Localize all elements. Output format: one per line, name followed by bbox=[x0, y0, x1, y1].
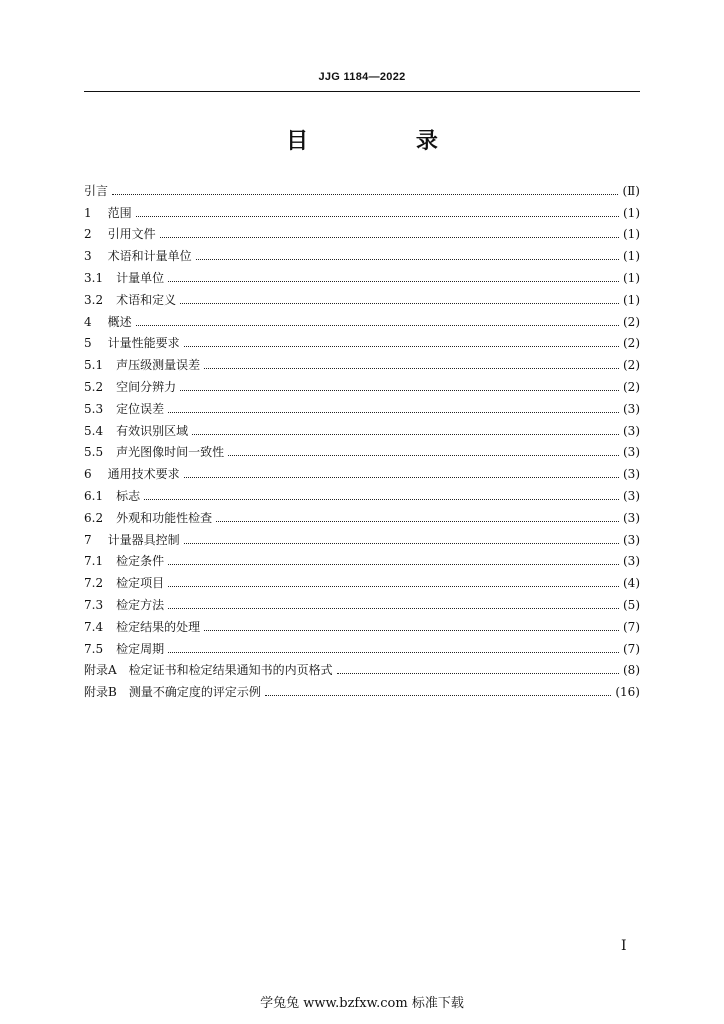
toc-dot-leader bbox=[192, 434, 619, 435]
toc-entry[interactable] bbox=[84, 221, 640, 243]
toc-dot-leader bbox=[216, 521, 619, 522]
toc-dot-leader bbox=[168, 652, 619, 653]
toc-entry-label: 引用文件 bbox=[107, 227, 156, 242]
toc-dot-leader bbox=[168, 586, 619, 587]
toc-dot-leader bbox=[136, 216, 619, 217]
toc-entry[interactable] bbox=[84, 395, 640, 417]
toc-entry[interactable] bbox=[84, 548, 640, 570]
toc-entry[interactable] bbox=[84, 242, 640, 264]
toc-entry-label: 空间分辨力 bbox=[116, 379, 177, 394]
toc-entry-page: (8) bbox=[623, 663, 640, 678]
toc-entry-page: (2) bbox=[623, 358, 640, 373]
toc-entry-page: (1) bbox=[623, 205, 640, 220]
toc-entry[interactable] bbox=[84, 613, 640, 635]
toc-entry-number: 7.5 bbox=[84, 641, 104, 656]
toc-dot-leader bbox=[265, 695, 612, 696]
toc-entry-page: (3) bbox=[623, 554, 640, 569]
toc-entry-label: 检定项目 bbox=[116, 576, 165, 591]
toc-entry[interactable] bbox=[84, 330, 640, 352]
toc-entry-label: 标志 bbox=[116, 488, 141, 503]
toc-entry-page: (2) bbox=[623, 314, 640, 329]
toc-entry-number: 5 bbox=[84, 336, 92, 351]
toc-entry[interactable] bbox=[84, 460, 640, 482]
toc-entry-label: 声压级测量误差 bbox=[116, 358, 201, 373]
toc-dot-leader bbox=[168, 564, 619, 565]
toc-entry-label: 定位误差 bbox=[116, 401, 165, 416]
toc-entry-label: 声光图像时间一致性 bbox=[116, 445, 225, 460]
toc-dot-leader bbox=[204, 368, 619, 369]
header-rule bbox=[84, 91, 640, 92]
toc-entry-number: 7.4 bbox=[84, 619, 104, 634]
toc-entry-page: (3) bbox=[623, 510, 640, 525]
toc-entry[interactable] bbox=[84, 569, 640, 591]
toc-entry-number: 6 bbox=[84, 467, 92, 482]
toc-entry-label: 范围 bbox=[107, 205, 132, 220]
toc-entry-label: 计量器具控制 bbox=[107, 532, 180, 547]
toc-entry-page: (Ⅱ) bbox=[622, 183, 640, 198]
toc-entry[interactable] bbox=[84, 504, 640, 526]
toc-entry[interactable] bbox=[84, 635, 640, 657]
toc-entry-number: 5.5 bbox=[84, 445, 104, 460]
toc-dot-leader bbox=[136, 325, 619, 326]
toc-entry-page: (1) bbox=[623, 227, 640, 242]
toc-entry[interactable] bbox=[84, 351, 640, 373]
toc-dot-leader bbox=[180, 390, 619, 391]
toc-entry[interactable] bbox=[84, 177, 640, 199]
toc-entry-number: 2 bbox=[84, 227, 92, 242]
toc-entry[interactable] bbox=[84, 591, 640, 613]
toc-entry-page: (3) bbox=[623, 401, 640, 416]
toc-entry[interactable] bbox=[84, 373, 640, 395]
toc-entry-label: 术语和计量单位 bbox=[107, 249, 192, 264]
toc-entry-page: (3) bbox=[623, 423, 640, 438]
footer-watermark: 学兔兔 www.bzfxw.com 标准下载 bbox=[260, 996, 464, 1011]
toc-entry[interactable] bbox=[84, 199, 640, 221]
toc-dot-leader bbox=[168, 608, 619, 609]
toc-entry-number: 3.2 bbox=[84, 292, 104, 307]
toc-entry-label: 术语和定义 bbox=[116, 292, 177, 307]
toc-entry[interactable] bbox=[84, 264, 640, 286]
toc-entry-number: 5.3 bbox=[84, 401, 104, 416]
toc-entry-page: (7) bbox=[623, 619, 640, 634]
toc-entry-number: 附录B bbox=[84, 685, 117, 700]
toc-dot-leader bbox=[112, 194, 618, 195]
toc-dot-leader bbox=[168, 281, 619, 282]
toc-entry-number: 3 bbox=[84, 249, 92, 264]
toc-entry-number: 5.2 bbox=[84, 379, 104, 394]
toc-entry-page: (16) bbox=[615, 685, 640, 700]
toc-entry-label: 外观和功能性检查 bbox=[116, 510, 213, 525]
toc-entry[interactable] bbox=[84, 657, 640, 679]
toc-entry-page: (7) bbox=[623, 641, 640, 656]
page-title: 目 录 bbox=[286, 128, 488, 154]
toc-entry-number: 6.1 bbox=[84, 488, 104, 503]
toc-entry-label: 有效识别区域 bbox=[116, 423, 189, 438]
toc-entry-number: 4 bbox=[84, 314, 92, 329]
toc-dot-leader bbox=[196, 259, 619, 260]
toc-entry-label: 检定周期 bbox=[116, 641, 165, 656]
toc-entry-number: 7.1 bbox=[84, 554, 104, 569]
toc-entry-label: 计量性能要求 bbox=[107, 336, 180, 351]
toc-entry-number: 1 bbox=[84, 205, 92, 220]
toc-entry-label: 检定条件 bbox=[116, 554, 165, 569]
toc-dot-leader bbox=[184, 543, 619, 544]
toc-entry-number: 7.2 bbox=[84, 576, 104, 591]
toc-entry-page: (3) bbox=[623, 488, 640, 503]
toc-entry-page: (2) bbox=[623, 379, 640, 394]
toc-entry-label: 概述 bbox=[107, 314, 132, 329]
toc-entry-number: 附录A bbox=[84, 663, 117, 678]
standard-code-header: JJG 1184—2022 bbox=[318, 71, 406, 83]
toc-entry-number: 5.4 bbox=[84, 423, 104, 438]
toc-entry[interactable] bbox=[84, 417, 640, 439]
toc-entry-page: (1) bbox=[623, 249, 640, 264]
toc-entry-label: 检定结果的处理 bbox=[116, 619, 201, 634]
toc-entry[interactable] bbox=[84, 526, 640, 548]
toc-entry-label: 引言 bbox=[84, 183, 109, 198]
toc-entry-number: 6.2 bbox=[84, 510, 104, 525]
toc-entry[interactable] bbox=[84, 286, 640, 308]
toc-entry-label: 计量单位 bbox=[116, 270, 165, 285]
page-number: I bbox=[621, 938, 627, 954]
toc-entry-page: (2) bbox=[623, 336, 640, 351]
toc-dot-leader bbox=[180, 303, 619, 304]
toc-entry-label: 检定证书和检定结果通知书的内页格式 bbox=[128, 663, 333, 678]
toc-entry-number: 7.3 bbox=[84, 597, 104, 612]
toc-dot-leader bbox=[184, 346, 619, 347]
toc-dot-leader bbox=[204, 630, 619, 631]
toc-dot-leader bbox=[168, 412, 619, 413]
toc-entry-page: (3) bbox=[623, 467, 640, 482]
toc-entry-label: 通用技术要求 bbox=[107, 467, 180, 482]
toc-entry-number: 3.1 bbox=[84, 270, 104, 285]
toc-entry-page: (4) bbox=[623, 576, 640, 591]
toc-entry-page: (1) bbox=[623, 270, 640, 285]
table-of-contents bbox=[84, 177, 640, 700]
toc-entry[interactable] bbox=[84, 308, 640, 330]
toc-entry-page: (5) bbox=[623, 597, 640, 612]
toc-entry-number: 5.1 bbox=[84, 358, 104, 373]
toc-dot-leader bbox=[144, 499, 619, 500]
toc-entry[interactable] bbox=[84, 678, 640, 700]
toc-entry[interactable] bbox=[84, 482, 640, 504]
toc-entry-page: (3) bbox=[623, 532, 640, 547]
toc-entry[interactable] bbox=[84, 439, 640, 461]
toc-dot-leader bbox=[337, 673, 619, 674]
toc-entry-page: (1) bbox=[623, 292, 640, 307]
toc-entry-label: 检定方法 bbox=[116, 597, 165, 612]
toc-dot-leader bbox=[160, 237, 619, 238]
toc-dot-leader bbox=[184, 477, 619, 478]
toc-entry-page: (3) bbox=[623, 445, 640, 460]
toc-dot-leader bbox=[228, 455, 619, 456]
toc-entry-label: 测量不确定度的评定示例 bbox=[128, 685, 261, 700]
toc-entry-number: 7 bbox=[84, 532, 92, 547]
